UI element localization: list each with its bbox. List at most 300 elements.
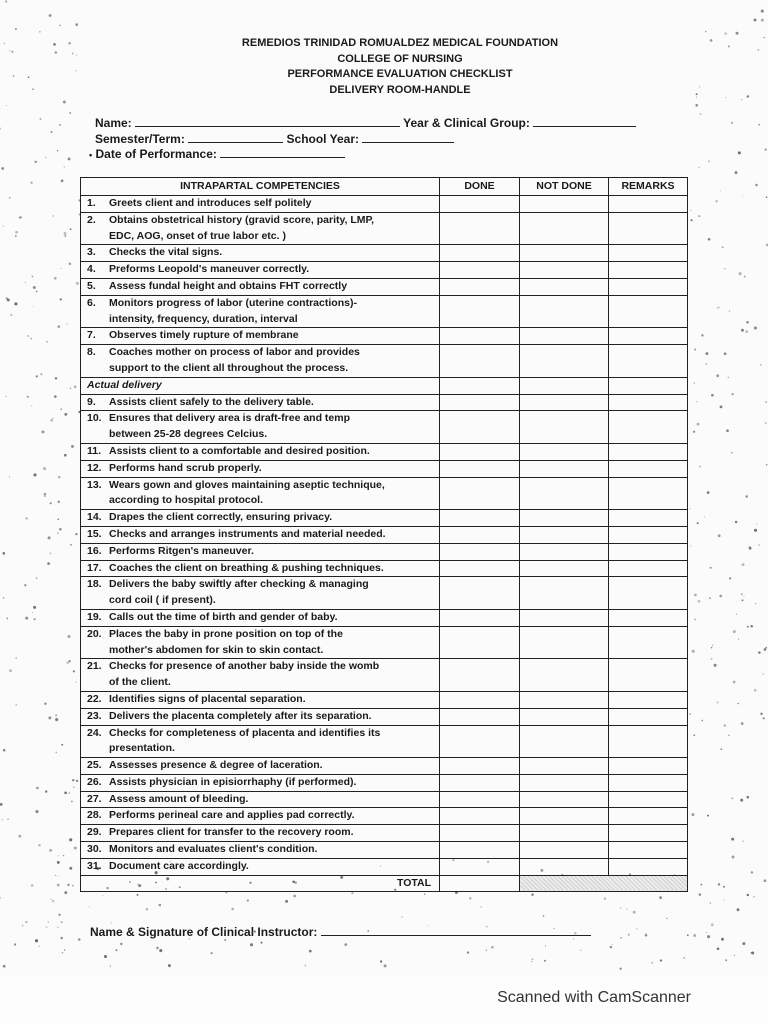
item-number: 22.	[87, 692, 102, 705]
competency-text: Drapes the client correctly, ensuring privacy.	[109, 511, 333, 524]
competency-cell	[81, 577, 440, 610]
name-label: Name:	[95, 116, 132, 130]
not-done-cell[interactable]	[520, 609, 609, 626]
remarks-cell[interactable]	[609, 345, 688, 378]
table-row	[81, 394, 688, 411]
competency-line	[87, 493, 439, 509]
remarks-cell[interactable]	[609, 774, 688, 791]
competency-text: intensity, frequency, duration, interval	[109, 312, 298, 325]
done-cell[interactable]	[440, 725, 520, 758]
not-done-cell[interactable]	[520, 477, 609, 510]
not-done-cell[interactable]	[520, 842, 609, 859]
competency-text: according to hospital protocol.	[109, 494, 264, 507]
col-competencies: INTRAPARTAL COMPETENCIES	[81, 178, 440, 196]
remarks-cell[interactable]	[609, 791, 688, 808]
competency-line	[87, 411, 439, 427]
col-done: DONE	[440, 178, 520, 196]
done-cell[interactable]	[440, 691, 520, 708]
competency-cell	[81, 774, 440, 791]
competency-line	[87, 792, 439, 808]
camscanner-watermark: Scanned with CamScanner	[497, 989, 691, 1006]
col-not-done: NOT DONE	[520, 178, 609, 196]
competency-checklist-table	[80, 177, 688, 892]
item-number: 2.	[87, 213, 96, 226]
done-cell[interactable]	[440, 394, 520, 411]
competency-line	[87, 775, 439, 791]
competency-cell	[81, 543, 440, 560]
remarks-cell[interactable]	[609, 725, 688, 758]
done-cell[interactable]	[440, 577, 520, 610]
item-number: 13.	[87, 478, 102, 491]
name-line[interactable]	[135, 115, 400, 127]
done-cell[interactable]	[440, 626, 520, 659]
remarks-cell[interactable]	[609, 245, 688, 262]
competency-text: Preforms Leopold's maneuver correctly.	[109, 263, 310, 276]
done-cell[interactable]	[440, 825, 520, 842]
competency-line	[87, 527, 439, 543]
competency-cell	[81, 758, 440, 775]
subheading-row	[81, 377, 688, 394]
remarks-cell[interactable]	[609, 443, 688, 460]
not-done-cell[interactable]	[520, 791, 609, 808]
competency-text: Checks and arranges instruments and material needed.	[109, 527, 386, 540]
remarks-cell[interactable]	[609, 510, 688, 527]
table-row	[81, 825, 688, 842]
competency-text: Calls out the time of birth and gender of baby.	[109, 610, 338, 623]
competency-cell	[81, 626, 440, 659]
item-number: 1.	[87, 197, 96, 209]
competency-line	[87, 395, 439, 411]
table-row	[81, 774, 688, 791]
competency-text: Coaches the client on breathing & pushing techniques.	[109, 561, 384, 574]
competency-cell	[81, 510, 440, 527]
not-done-cell[interactable]	[520, 758, 609, 775]
semester-row	[95, 131, 454, 146]
not-done-cell[interactable]	[520, 774, 609, 791]
competency-line	[87, 842, 439, 858]
competency-cell	[81, 725, 440, 758]
table-row	[81, 560, 688, 577]
competency-cell	[81, 328, 440, 345]
done-cell[interactable]	[440, 774, 520, 791]
competency-line	[87, 808, 439, 824]
item-number: 25.	[87, 759, 102, 772]
done-cell[interactable]	[440, 477, 520, 510]
remarks-cell[interactable]	[609, 842, 688, 859]
table-row	[81, 758, 688, 775]
item-number: 26.	[87, 775, 102, 788]
item-number: 21.	[87, 660, 102, 673]
competency-line	[87, 692, 439, 708]
item-number: 24.	[87, 726, 102, 739]
competency-line	[87, 726, 439, 742]
competency-cell	[81, 560, 440, 577]
competency-text: Checks the vital signs.	[109, 246, 223, 259]
not-done-cell[interactable]	[520, 825, 609, 842]
not-done-cell[interactable]	[520, 577, 609, 610]
done-cell[interactable]	[440, 460, 520, 477]
remarks-cell[interactable]	[609, 560, 688, 577]
table-row	[81, 510, 688, 527]
checklist-title: PERFORMANCE EVALUATION CHECKLIST	[287, 68, 513, 80]
competency-text: Greets client and introduces self politely	[109, 197, 312, 209]
item-number: 27.	[87, 792, 102, 805]
competency-text: Performs perineal care and applies pad correctly.	[109, 809, 355, 822]
competency-text: Monitors progress of labor (uterine contractions)-	[109, 296, 357, 309]
not-done-cell[interactable]	[520, 460, 609, 477]
school-year-line[interactable]	[362, 131, 454, 143]
not-done-cell[interactable]	[520, 526, 609, 543]
competency-cell	[81, 212, 440, 245]
item-number: 8.	[87, 346, 96, 359]
remarks-cell[interactable]	[609, 708, 688, 725]
done-cell[interactable]	[440, 377, 520, 394]
done-cell[interactable]	[440, 543, 520, 560]
school-year-label: School Year:	[286, 132, 359, 146]
competency-cell	[81, 443, 440, 460]
foundation-name: REMEDIOS TRINIDAD ROMUALDEZ MEDICAL FOUNDATION	[241, 37, 559, 49]
competency-line	[87, 561, 439, 577]
competency-cell	[81, 842, 440, 859]
year-group-line[interactable]	[533, 115, 636, 127]
signature-line[interactable]	[321, 924, 591, 936]
not-done-cell[interactable]	[520, 328, 609, 345]
competency-text: Assess fundal height and obtains FHT correctly	[109, 279, 348, 292]
remarks-cell[interactable]	[609, 526, 688, 543]
done-cell[interactable]	[440, 609, 520, 626]
item-number: 9.	[87, 395, 96, 408]
table-row	[81, 858, 688, 875]
competency-text: Performs Ritgen's maneuver.	[109, 544, 254, 557]
not-done-cell[interactable]	[520, 708, 609, 725]
competency-line	[87, 345, 439, 361]
remarks-cell[interactable]	[609, 394, 688, 411]
not-done-cell[interactable]	[520, 858, 609, 875]
remarks-cell[interactable]	[609, 262, 688, 279]
item-number: 10.	[87, 412, 102, 425]
table-row	[81, 609, 688, 626]
table-row	[81, 477, 688, 510]
competency-text: EDC, AOG, onset of true labor etc. )	[109, 229, 286, 242]
competency-cell	[81, 609, 440, 626]
item-number: 23.	[87, 709, 102, 722]
done-cell[interactable]	[440, 808, 520, 825]
competency-line	[87, 245, 439, 261]
competency-line	[87, 741, 439, 757]
subheading-label: Actual delivery	[87, 378, 162, 391]
date-label: Date of Performance:	[95, 147, 217, 161]
competency-text: Delivers the placenta completely after its separation.	[109, 709, 372, 722]
not-done-cell[interactable]	[520, 443, 609, 460]
competency-text: cord coil ( if present).	[109, 594, 216, 607]
not-done-cell[interactable]	[520, 278, 609, 295]
item-number: 7.	[87, 329, 96, 342]
competency-line	[87, 229, 439, 245]
not-done-cell[interactable]	[520, 295, 609, 328]
competency-line	[87, 544, 439, 560]
checklist-subtitle: DELIVERY ROOM-HANDLE	[329, 83, 471, 96]
item-number: 20.	[87, 627, 102, 640]
signature-row	[90, 924, 591, 939]
item-number: 30.	[87, 843, 102, 856]
competency-line	[87, 262, 439, 278]
competency-cell	[81, 278, 440, 295]
total-label: TOTAL	[81, 875, 440, 892]
done-cell[interactable]	[440, 659, 520, 692]
item-number: 3.	[87, 246, 96, 259]
remarks-cell[interactable]	[609, 328, 688, 345]
table-row	[81, 295, 688, 328]
done-cell[interactable]	[440, 510, 520, 527]
remarks-cell[interactable]	[609, 659, 688, 692]
done-cell[interactable]	[440, 708, 520, 725]
item-number: 12.	[87, 461, 102, 474]
done-cell[interactable]	[440, 345, 520, 378]
competency-text: between 25-28 degrees Celcius.	[109, 428, 268, 441]
competency-text: Prepares client for transfer to the recovery room.	[109, 826, 354, 839]
table-row	[81, 808, 688, 825]
done-cell[interactable]	[440, 295, 520, 328]
done-cell[interactable]	[440, 791, 520, 808]
competency-line	[87, 196, 439, 212]
competency-line	[87, 577, 439, 593]
competency-text: Checks for presence of another baby inside the womb	[109, 660, 380, 673]
competency-text: Assesses presence & degree of laceration.	[109, 759, 323, 772]
remarks-cell[interactable]	[609, 295, 688, 328]
table-row	[81, 345, 688, 378]
table-row	[81, 842, 688, 859]
competency-line	[87, 593, 439, 609]
item-number: 28.	[87, 809, 102, 822]
competency-line	[87, 758, 439, 774]
item-number: 17.	[87, 561, 102, 574]
competency-cell	[81, 411, 440, 444]
table-row	[81, 708, 688, 725]
done-cell[interactable]	[440, 560, 520, 577]
remarks-cell[interactable]	[609, 626, 688, 659]
competency-text: Document care accordingly.	[109, 859, 249, 872]
done-cell[interactable]	[440, 212, 520, 245]
competency-text: Delivers the baby swiftly after checking & managing	[109, 578, 369, 591]
item-number: 11.	[87, 444, 102, 457]
competency-line	[87, 825, 439, 841]
table-row	[81, 659, 688, 692]
total-done-cell[interactable]	[440, 875, 520, 892]
not-done-cell[interactable]	[520, 245, 609, 262]
remarks-cell[interactable]	[609, 377, 688, 394]
table-row	[81, 245, 688, 262]
not-done-cell[interactable]	[520, 691, 609, 708]
done-cell[interactable]	[440, 245, 520, 262]
competency-text: Obtains obstetrical history (gravid score, parity, LMP,	[109, 213, 375, 226]
semester-label: Semester/Term:	[95, 132, 185, 146]
table-row	[81, 526, 688, 543]
table-row	[81, 443, 688, 460]
name-row	[95, 115, 636, 130]
competency-text: Assists client to a comfortable and desired position.	[109, 444, 370, 457]
checklist-body	[81, 196, 688, 892]
table-row	[81, 212, 688, 245]
competency-line	[87, 361, 439, 377]
remarks-cell[interactable]	[609, 808, 688, 825]
not-done-cell[interactable]	[520, 659, 609, 692]
competency-line	[87, 427, 439, 443]
not-done-cell[interactable]	[520, 626, 609, 659]
item-number: 6.	[87, 296, 96, 309]
item-number: 18.	[87, 578, 102, 591]
competency-cell	[81, 825, 440, 842]
remarks-cell[interactable]	[609, 609, 688, 626]
done-cell[interactable]	[440, 526, 520, 543]
item-number: 14.	[87, 511, 102, 524]
done-cell[interactable]	[440, 443, 520, 460]
total-shaded-cell	[520, 875, 688, 892]
table-row	[81, 691, 688, 708]
competency-text: mother's abdomen for skin to skin contact.	[109, 643, 324, 656]
competency-line	[87, 328, 439, 344]
college-name: COLLEGE OF NURSING	[337, 52, 463, 65]
competency-cell	[81, 808, 440, 825]
table-row	[81, 577, 688, 610]
competency-cell	[81, 526, 440, 543]
item-number: 4.	[87, 263, 96, 276]
table-row	[81, 725, 688, 758]
competency-text: Assists physician in episiorrhaphy (if performed).	[109, 775, 357, 788]
not-done-cell[interactable]	[520, 560, 609, 577]
date-row: • Date of Performance:	[89, 146, 345, 161]
not-done-cell[interactable]	[520, 212, 609, 245]
form-header	[0, 36, 768, 98]
competency-cell	[81, 659, 440, 692]
done-cell[interactable]	[440, 842, 520, 859]
done-cell[interactable]	[440, 262, 520, 279]
competency-line	[87, 461, 439, 477]
remarks-cell[interactable]	[609, 691, 688, 708]
not-done-cell[interactable]	[520, 510, 609, 527]
competency-line	[87, 709, 439, 725]
competency-text: Ensures that delivery area is draft-free and temp	[109, 412, 351, 425]
semester-line[interactable]	[188, 131, 283, 143]
not-done-cell[interactable]	[520, 394, 609, 411]
item-number: 31.	[87, 859, 102, 872]
remarks-cell[interactable]	[609, 212, 688, 245]
competency-line	[87, 859, 439, 875]
remarks-cell[interactable]	[609, 460, 688, 477]
competency-text: support to the client all throughout the process.	[109, 361, 349, 374]
date-line[interactable]	[220, 146, 345, 158]
done-cell[interactable]	[440, 411, 520, 444]
table-row	[81, 328, 688, 345]
done-cell[interactable]	[440, 278, 520, 295]
done-cell[interactable]	[440, 328, 520, 345]
item-number: 16.	[87, 544, 102, 557]
competency-line	[87, 296, 439, 312]
remarks-cell[interactable]	[609, 477, 688, 510]
remarks-cell[interactable]	[609, 758, 688, 775]
competency-text: Places the baby in prone position on top of the	[109, 627, 343, 640]
competency-text: Checks for completeness of placenta and identifies its	[109, 726, 381, 739]
table-header-row	[81, 178, 688, 196]
competency-cell	[81, 394, 440, 411]
remarks-cell[interactable]	[609, 543, 688, 560]
competency-cell	[81, 295, 440, 328]
competency-line	[87, 659, 439, 675]
not-done-cell[interactable]	[520, 411, 609, 444]
competency-cell	[81, 460, 440, 477]
item-number: 29.	[87, 826, 102, 839]
competency-line	[87, 675, 439, 691]
item-number: 5.	[87, 279, 96, 292]
table-row	[81, 626, 688, 659]
not-done-cell[interactable]	[520, 377, 609, 394]
signature-label: Name & Signature of Clinical Instructor:	[90, 925, 318, 939]
competency-text: Wears gown and gloves maintaining aseptic technique,	[109, 478, 385, 491]
competency-line	[87, 312, 439, 328]
year-group-label: Year & Clinical Group:	[403, 116, 530, 130]
competency-line	[87, 213, 439, 229]
competency-line	[87, 610, 439, 626]
competency-text: Identifies signs of placental separation.	[109, 692, 306, 705]
total-row	[81, 875, 688, 892]
remarks-cell[interactable]	[609, 858, 688, 875]
competency-line	[87, 627, 439, 643]
done-cell[interactable]	[440, 758, 520, 775]
competency-text: Coaches mother on process of labor and provides	[109, 346, 360, 359]
not-done-cell[interactable]	[520, 262, 609, 279]
remarks-cell[interactable]	[609, 825, 688, 842]
competency-text: of the client.	[109, 676, 171, 689]
competency-cell	[81, 245, 440, 262]
not-done-cell[interactable]	[520, 808, 609, 825]
remarks-cell[interactable]	[609, 577, 688, 610]
competency-cell	[81, 477, 440, 510]
table-row	[81, 196, 688, 213]
not-done-cell[interactable]	[520, 345, 609, 378]
competency-line	[87, 478, 439, 494]
remarks-cell[interactable]	[609, 411, 688, 444]
remarks-cell[interactable]	[609, 278, 688, 295]
item-number: 19.	[87, 610, 102, 623]
table-row	[81, 791, 688, 808]
done-cell[interactable]	[440, 196, 520, 213]
competency-text: Observes timely rupture of membrane	[109, 329, 299, 342]
table-row	[81, 460, 688, 477]
competency-cell	[81, 708, 440, 725]
competency-cell	[81, 858, 440, 875]
table-row	[81, 411, 688, 444]
item-number: 15.	[87, 527, 102, 540]
competency-text: Assess amount of bleeding.	[109, 792, 249, 805]
competency-cell	[81, 196, 440, 213]
table-row	[81, 278, 688, 295]
not-done-cell[interactable]	[520, 725, 609, 758]
competency-line	[87, 279, 439, 295]
competency-line	[87, 643, 439, 659]
competency-cell	[81, 262, 440, 279]
done-cell[interactable]	[440, 858, 520, 875]
not-done-cell[interactable]	[520, 196, 609, 213]
remarks-cell[interactable]	[609, 196, 688, 213]
competency-text: Performs hand scrub properly.	[109, 461, 262, 474]
competency-cell	[81, 345, 440, 378]
competency-text: Assists client safely to the delivery table.	[109, 395, 314, 408]
competency-text: Monitors and evaluates client's condition.	[109, 843, 318, 856]
competency-cell	[81, 791, 440, 808]
table-row	[81, 262, 688, 279]
competency-line	[87, 444, 439, 460]
competency-cell	[81, 691, 440, 708]
not-done-cell[interactable]	[520, 543, 609, 560]
